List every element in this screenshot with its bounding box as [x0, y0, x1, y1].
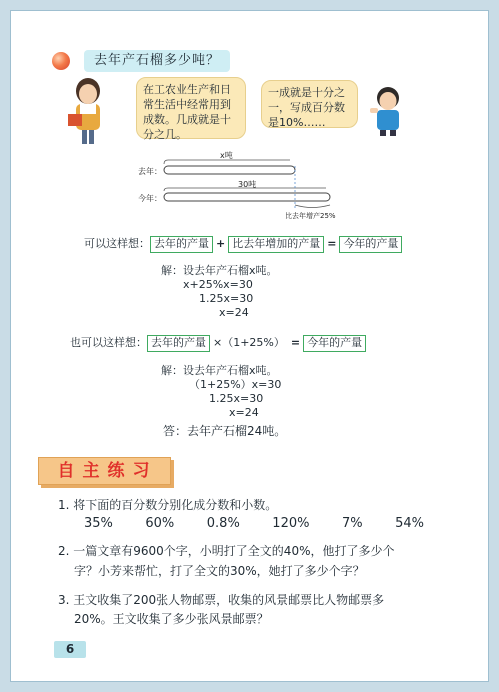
method2-lead: 也可以这样想： — [70, 336, 147, 349]
bubble-line: 分之几。 — [143, 128, 187, 141]
label-this-year: 今年： — [138, 194, 162, 203]
percent-item: 120% — [272, 516, 310, 531]
exercise-3-line1: 3. 王文收集了200张人物邮票，收集的风景邮票比人物邮票多 — [58, 593, 385, 607]
solution2-line: 解：设去年产石榴x吨。 — [161, 364, 278, 377]
solution2-line: x=24 — [229, 406, 259, 419]
method2-equation — [70, 333, 366, 353]
solution1-line: x=24 — [219, 306, 249, 319]
bubble-line: 一成就是十分之 — [268, 86, 345, 99]
last-year-bar — [164, 166, 295, 174]
label-increase: 比去年增产25% — [285, 212, 336, 220]
solution2-line: 1.25x=30 — [209, 392, 264, 405]
practice-banner — [38, 457, 171, 485]
box-this-year-output: 今年的产量 — [339, 236, 402, 253]
box-this-year-output: 今年的产量 — [303, 335, 366, 352]
percent-item: 0.8% — [206, 516, 240, 531]
percent-item: 60% — [145, 516, 175, 531]
page-number: 6 — [54, 641, 86, 658]
exercise-3-line2: 20%。王文收集了多少张风景邮票？ — [74, 612, 269, 626]
boy-student-icon — [366, 84, 410, 136]
practice-title: 自主练习 — [57, 461, 158, 481]
percent-list — [84, 516, 424, 531]
bubble-line: 常生活中经常用到 — [143, 98, 231, 111]
box-last-year-output: 去年的产量 — [150, 236, 213, 253]
bubble-line: 成数。几成就是十 — [143, 113, 231, 126]
bubble-line: 一，写成百分数 — [268, 101, 345, 114]
exercise-1: 1. 将下面的百分数分别化成分数和小数。 — [58, 498, 278, 512]
solution2-line: （1+25%）x=30 — [189, 378, 282, 391]
percent-item: 7% — [341, 516, 363, 531]
bubble-line: 是10%…… — [268, 116, 326, 129]
girl-teacher-icon — [58, 74, 118, 146]
solution1-line: x+25%x=30 — [183, 278, 253, 291]
method1-lead: 可以这样想： — [84, 237, 150, 250]
speech-bubble-right — [261, 80, 358, 128]
equals-sign: = — [290, 336, 301, 349]
exercise-2-line2: 字？小芳来帮忙，打了全文的30%，她打了多少个字？ — [74, 564, 365, 578]
percent-item: 35% — [84, 516, 113, 531]
solution1-line: 解：设去年产石榴x吨。 — [161, 264, 278, 277]
answer-line: 答：去年产石榴24吨。 — [163, 424, 287, 438]
plus-sign: + — [216, 237, 226, 250]
question-bullet-icon — [52, 52, 70, 70]
box-last-year-output: 去年的产量 — [147, 335, 210, 352]
speech-bubble-left — [136, 77, 246, 139]
box-increase: 比去年增加的产量 — [228, 236, 324, 253]
bubble-line: 在工农业生产和日 — [143, 83, 231, 96]
this-year-bar — [164, 193, 330, 201]
label-x-ton: x吨 — [220, 151, 233, 160]
percent-item: 54% — [395, 516, 424, 531]
line-segment-diagram — [130, 150, 370, 226]
times-factor: ×（1+25%） — [213, 336, 285, 349]
question-title: 去年产石榴多少吨？ — [84, 50, 230, 72]
solution1-line: 1.25x=30 — [199, 292, 254, 305]
label-last-year: 去年： — [138, 167, 162, 176]
exercise-2-line1: 2. 一篇文章有9600个字，小明打了全文的40%，他打了多少个 — [58, 544, 395, 558]
equals-sign: = — [327, 237, 337, 250]
method1-equation — [84, 234, 402, 254]
label-thirty-ton: 30吨 — [238, 180, 257, 189]
